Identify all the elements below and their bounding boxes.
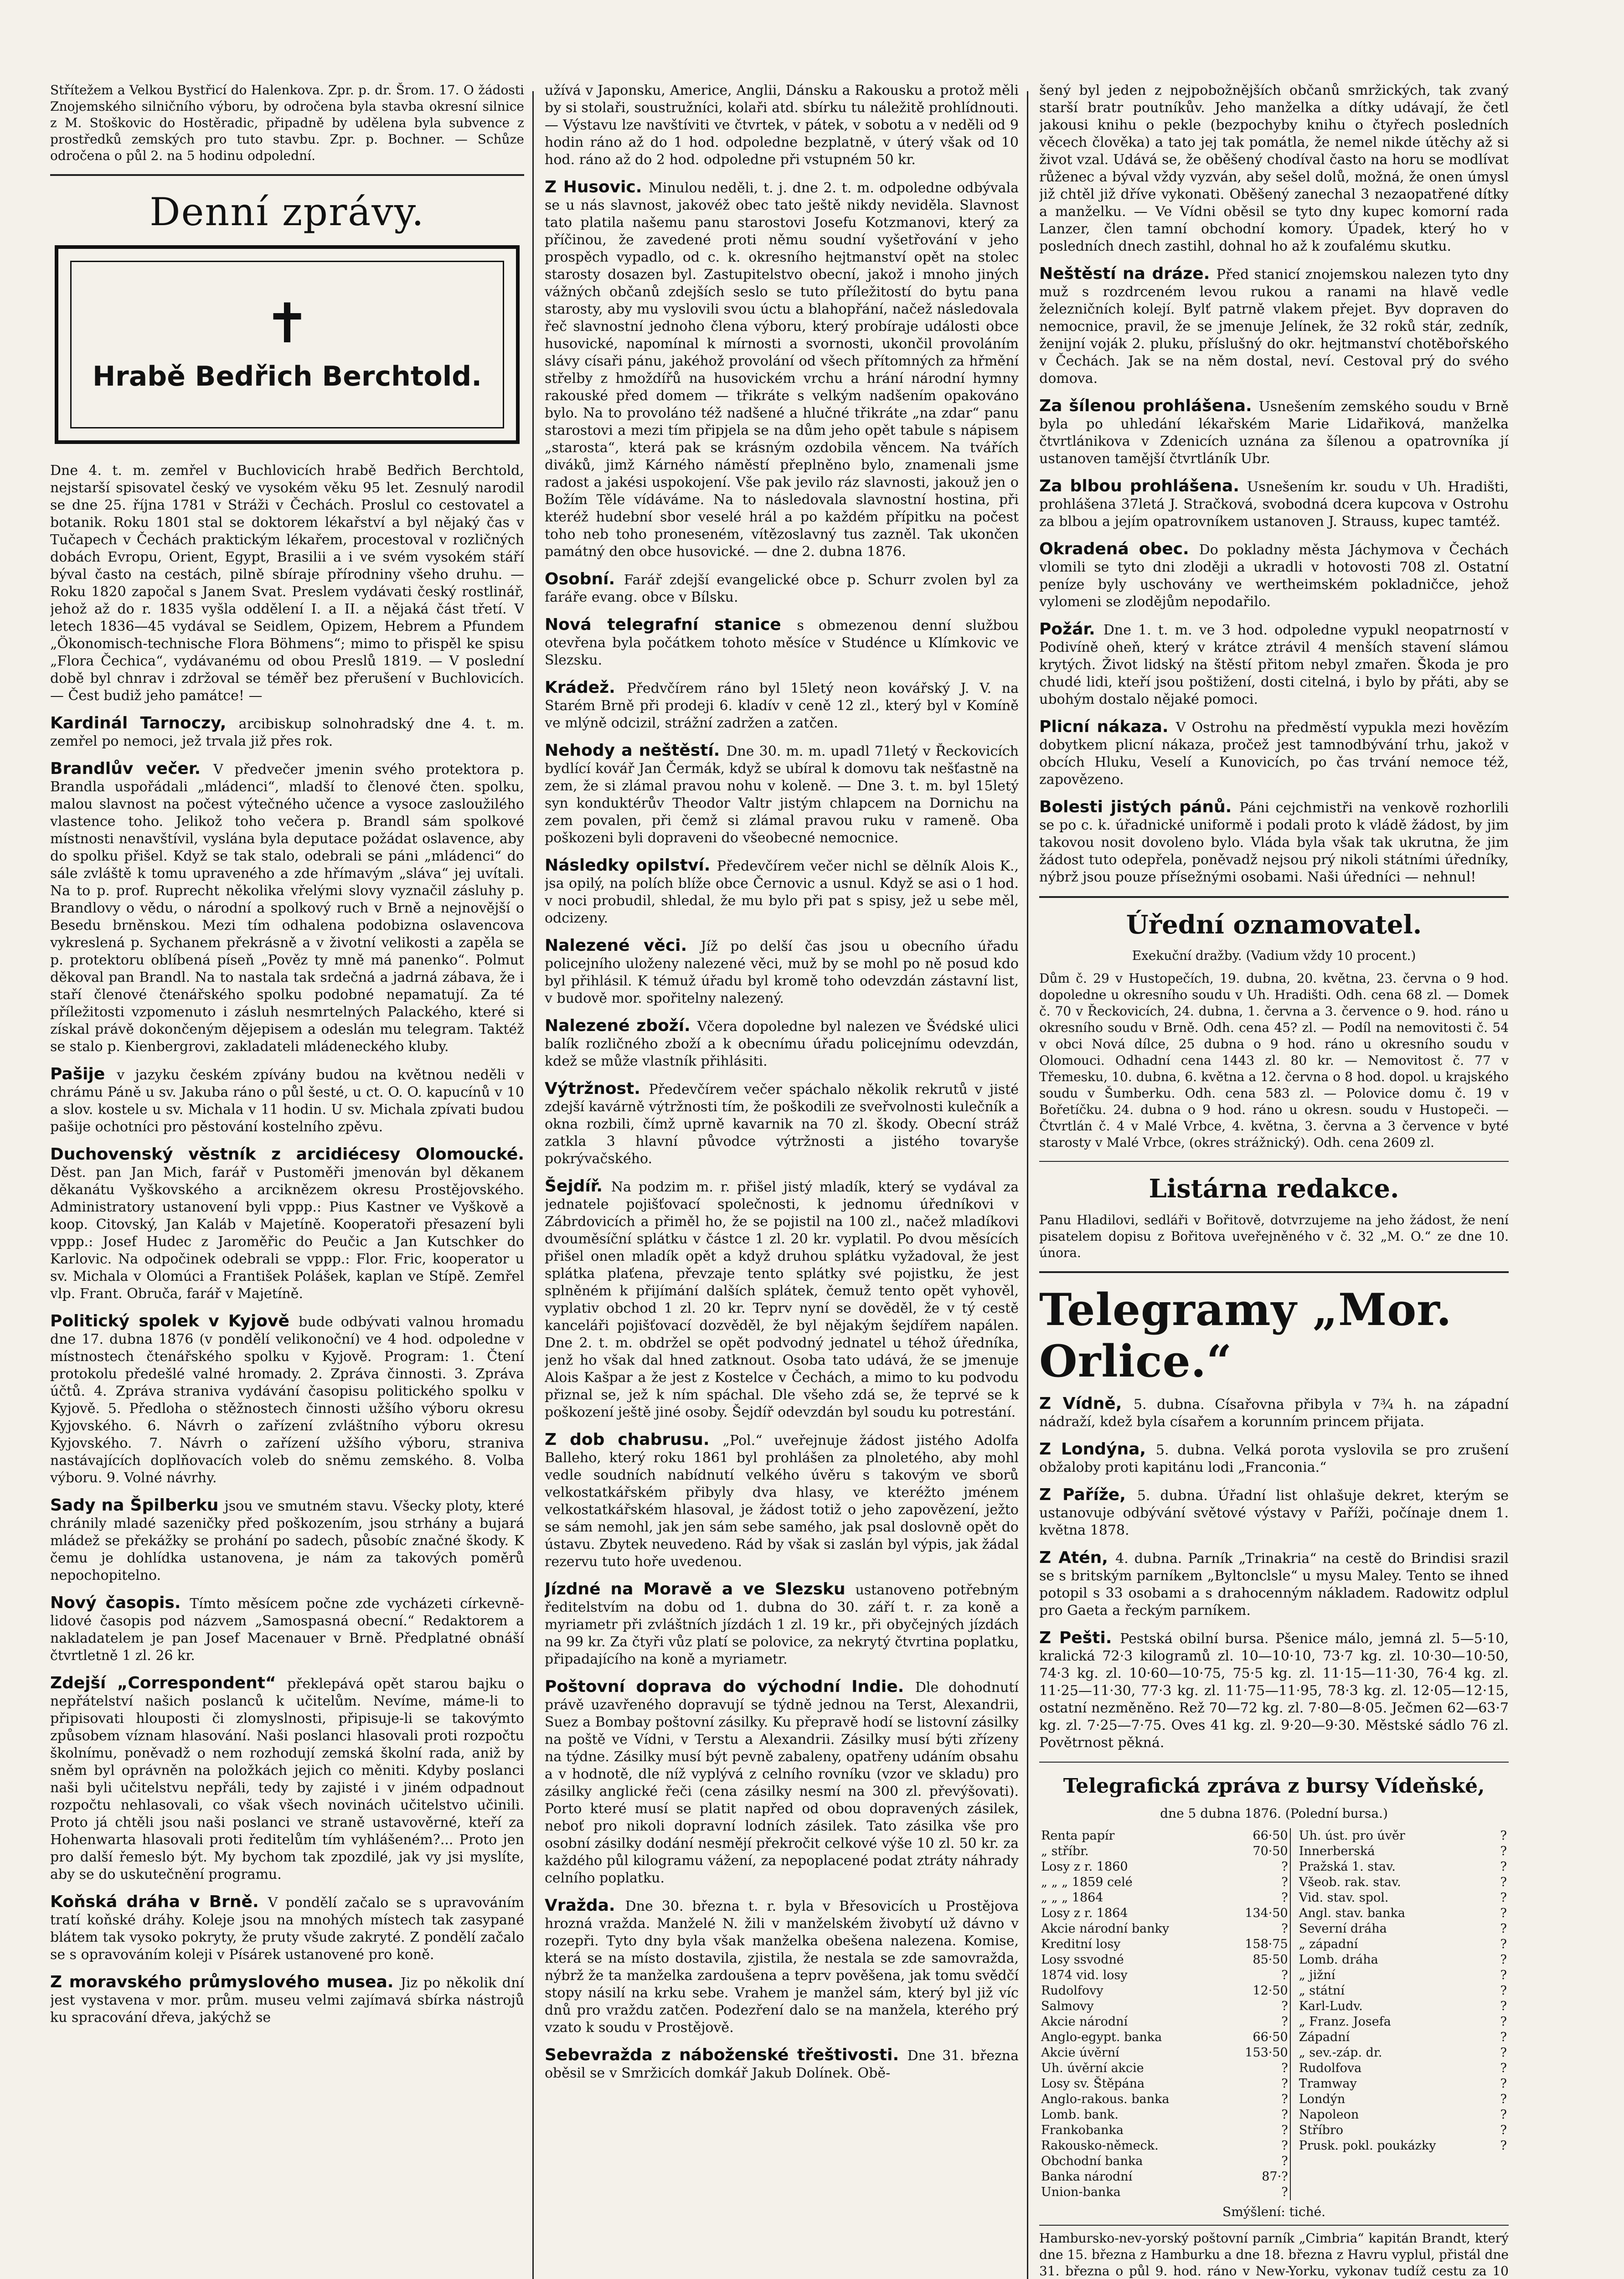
- article-body: Minulou neděli, t. j. dne 2. t. m. odpoledne odbývala se u nás slavnost, jakovéž obec tato ještě nikdy neviděla. Slavnost tato platila našemu panu starostovi Josefu Kotzmanovi, který za příčinou, že zavedené proti němu soudní vyšetřování v jeho prospěch vypadlo, od c. k. okresního hejtmanství opět na stolec starosty dosazen byl. Zastupitelstvo obecní, jakož i mnoho jiných vážných občanů zdejších seslo se tuto příležitostí do bytu pana starosty, aby mu vyslovili svou úctu a blahopřání, načež následovala řeč slavnostní jednoho člena výboru, který probíraje události obce husovické, napomínal k mírnosti a svornosti, ukončil provoláním slávy císaři pánu, jakéhož provolání od všech přítomných za hřmění střelby z hmoždířů na husovickém vrchu a hrání národní hymny rakouské před domem — třikráte s velkým nadšením opakováno bylo. Na to provoláno též nadšené a hlučné třikráte „na zdar“ panu starostovi a mezi tím připjela se na dům jeho opět tabule s nápisem „starosta“, která pak se krásným ozdobila věncem. Na tvářích diváků, jimž Kárného náměstí přeplněno bylo, znamenali jsme radost a jakési uspokojení. Vše pak jevilo ráz slavnosti, jakouž jen o Božím Těle vídáváme. Na to následovala slavnostní hostina, při kteréž hudební sbor veselé hrál a po každém přípitku na počest toho neb toho proneseném, vítězoslavný tus zazněl. Tak ukončen památný den obce husovické. — dne 2. dubna 1876.: [545, 180, 1019, 560]
- col2-article: [545, 1431, 1019, 1571]
- article-headline: Jízdné na Moravě a ve Slezsku: [545, 1580, 856, 1598]
- article-body: Předevčírem večer spáchalo několik rekrutů v jisté zdejší kavárně výtržnosti tím, že poškodili ze sveřvolnosti kulečník a okna rozbili, čímž uprně kavarnik na 70 zl. škody. Obecní stráž zatkla 3 hlavní původce výtržnosti a jistého tovaryše pokrývačského.: [545, 1082, 1019, 1167]
- bursa-name: „ „ „ 1859 celé: [1041, 1875, 1133, 1889]
- column-2: [545, 82, 1019, 2279]
- article-body: Dne 30. března t. r. byla v Břesovicích u Prostějova hrozná vražda. Manželé N. žili v manželském živobytí už dávno v rozepři. Tyto dny byla však manželka obešena nalezena. Komise, která se na místo dostavila, zjistila, že nestala se zde samovražda, nýbrž že ta manželka zardoušena a teprv pověšena, jak tomu svědčí stopy násilí na krku sebe. Vrahem je manžel sám, který byl již víc dnů pro vraždu zatčen. Podezření dalo se na manžela, kterého prý vzato k soudu v Prostějově.: [545, 1898, 1019, 2036]
- bursa-row: [1039, 2185, 1509, 2200]
- col2-article: [545, 937, 1019, 1007]
- bursa-value: ?: [1281, 2015, 1288, 2029]
- col3-article: [1039, 541, 1509, 611]
- article-body: V Ostrohu na předměstí vypukla mezi hovězím dobytkem plicní nákaza, pročež jest tamnodbývání trhu, jakož v obcích Hluku, Veselí a Kunovicích, po čas trvání nemoce též, zapovězeno.: [1039, 720, 1509, 788]
- bursa-name: Severní dráha: [1299, 1922, 1387, 1936]
- article-body: Včera dopoledne byl nalezen ve Švédské ulici balík rozličného zboží a k obecnímu úřadu policejnímu odevzdán, kdež se může vlastník přihlásiti.: [545, 1019, 1019, 1069]
- bursa-value: ?: [1500, 1891, 1507, 1905]
- bursa-value: ?: [1500, 2061, 1507, 2075]
- article-list: [1039, 82, 1509, 886]
- bursa-sep: [1290, 1906, 1297, 1921]
- bursa-name: Západní: [1299, 2030, 1350, 2044]
- article-headline: Pašije: [50, 1065, 117, 1083]
- top-notice: Střítežem a Velkou Bystřicí do Halenkova. Zpr. p. dr. Šrom. 17. O žádosti Znojemského silničního výboru, by odročena byla stavba okresní silnice z M. Stoškovic do Hostěradic, připadně by udělena byla subvence z prostředků zemských pro tuto stavbu. Zpr. p. Bochner. — Schůze odročena o půl 2. na 5 hodinu odpolední.: [50, 82, 524, 163]
- article-body: bude odbývati valnou hromadu dne 17. dubna 1876 (v pondělí velikonoční) ve 4 hod. odpoledne v místnostech čtenářského spolku v Kyjově. Program: 1. Čtení protokolu předešlé valné hromady. 2. Zpráva činnosti. 3. Zpráva účtů. 4. Zpráva straniva vydávání časopisu politického spolku v Kyjově. 5. Předloha o stěžnostech činnosti užšího výboru okresu Kyjovského. 6. Návrh o zařízení zvláštního výboru okresu Kyjovského. 7. Návrh o zařízení užšího výboru, straniva nastávajících doplňovacích voleb do sněmu zemského. 8. Volba výboru. 9. Volné návrhy.: [50, 1314, 524, 1486]
- article-headline: Kardinál Tarnoczy,: [50, 714, 239, 732]
- bursa-value: 87·?: [1262, 2170, 1288, 2184]
- bursa-name: 1874 vid. losy: [1041, 1968, 1128, 1982]
- article-headline: Brandlův večer.: [50, 759, 213, 778]
- bursa-value: ?: [1500, 1906, 1507, 1920]
- col2-article: [545, 1581, 1019, 1668]
- bursa-value: ?: [1281, 2123, 1288, 2137]
- bursa-value: [1494, 2185, 1509, 2200]
- bursa-value: ?: [1500, 1922, 1507, 1936]
- article-body: Tímto měsícem počne zde vycházeti církevně-lidové časopis pod názvem „Samospasná obecní.“ Redaktorem a nakladatelem je pan Josef Macenauer v Brně. Předplatné obnáší čtvrtletně 1 zl. 26 kr.: [50, 1596, 524, 1664]
- article-body: Do pokladny města Jáchymova v Čechách vlomili se tyto dni zloději a ukradli v hotovosti 708 zl. Ostatní peníze byly uschovány ve wertheimském pokladničce, jehož vylomeni se zlodějům nepodařilo.: [1039, 542, 1509, 610]
- bursa-name: Lomb. dráha: [1299, 1953, 1378, 1967]
- bursa-sep: [1290, 2123, 1297, 2138]
- bursa-sep: [1290, 1859, 1297, 1875]
- article-headline: Bolesti jistých pánů.: [1039, 798, 1240, 816]
- bursa-row: [1039, 1952, 1509, 1968]
- bursa-sep: [1290, 2185, 1297, 2200]
- bursa-sep: [1290, 2138, 1297, 2154]
- col2-article: [545, 1678, 1019, 1887]
- bursa-value: ?: [1500, 2139, 1507, 2153]
- bursa-row: [1039, 2169, 1509, 2185]
- bursa-value: ?: [1281, 1860, 1288, 1874]
- bursa-value: ?: [1281, 2139, 1288, 2153]
- article-headline: Z Vídně,: [1039, 1394, 1134, 1413]
- col2-article: [545, 1178, 1019, 1421]
- column-1: [50, 82, 524, 2279]
- bursa-value: ?: [1500, 1829, 1507, 1843]
- bursa-table: [1039, 1828, 1509, 2200]
- bursa-value: [1494, 2169, 1509, 2185]
- article-headline: Z Londýna,: [1039, 1440, 1156, 1459]
- col3-article: [1039, 621, 1509, 708]
- bursa-name: Rudolfovy: [1041, 1984, 1103, 1998]
- bursa-value: ?: [1500, 2108, 1507, 2122]
- bursa-name: Union-banka: [1041, 2185, 1121, 2199]
- bursa-value: ?: [1281, 1875, 1288, 1889]
- bursa-name: Lomb. bank.: [1041, 2108, 1119, 2122]
- article-body: arcibiskup solnohradský dne 4. t. m. zemřel po nemoci, jež trvala již přes rok.: [50, 716, 524, 749]
- article-headline: Okradená obec.: [1039, 540, 1199, 558]
- article-body: Dne 30. m. m. upadl 71letý v Řeckovicích bydlící kovář Jan Čermák, když se ubíral k domovu tak nešťastně na zem, že si zlámal pravou nohu v koleně. — Dne 3. t. m. byl 15letý syn konduktérův Theodor Valtr jistým chlapcem na Dornichu na zem povalen, při čemž si zlámal pravou ruku v rameně. Oba poškozeni byli dopraveni do všeobecné nemocnice.: [545, 743, 1019, 846]
- divider: [1039, 1762, 1509, 1763]
- article-headline: Plicní nákaza.: [1039, 717, 1176, 736]
- article-headline: Nová telegrafní stanice: [545, 615, 797, 634]
- bursa-value: ?: [1500, 2123, 1507, 2137]
- bursa-name: „ jižní: [1299, 1968, 1335, 1982]
- official-subtitle: Exekuční dražby. (Vadium vždy 10 procent.): [1132, 948, 1416, 963]
- bursa-sep: [1290, 1828, 1297, 1844]
- telegram-article: [1039, 1486, 1509, 1539]
- bursa-value: ?: [1500, 1875, 1507, 1889]
- bursa-sep: [1290, 1983, 1297, 1999]
- bursa-value: ?: [1281, 2061, 1288, 2075]
- bursa-name: Salmovy: [1041, 1999, 1094, 2013]
- bursa-sep: [1290, 1937, 1297, 1952]
- article-body: Dne 4. t. m. zemřel v Buchlovicích hrabě Bedřich Berchtold, nejstarší spisovatel český ve vysokém věku 95 let. Zesnulý narodil se dne 25. října 1781 v Stráži v Čechách. Proslul co cestovatel a botanik. Roku 1801 stal se doktorem lékařství a byl nějaký čas v Tučapech v Čechách praktickým lékařem, procestoval v rozličných dobách Evropu, Orient, Egypt, Brasilii a i ve svém vysokém stáří býval často na cestách, pilně sbíraje přírodniny všeho druhu. — Roku 1820 započal s Janem Svat. Preslem vydávati český rostlinář, jehož až do r. 1835 vyšla oddělení I. a II. a nějaká část třetí. V letech 1836—45 vydával se Seidlem, Opizem, Hebrem a Pfundem „Ökonomisch-technische Flora Böhmens“; mimo to přispěl ke spisu „Flora Čechica“, vydávanému od obou Preslů 1819. — V poslední době byl chnrav i zdržoval se téměř bez přerušení v Buchlovicích. — Čest budiž jeho památce! —: [50, 463, 524, 704]
- telegram-article: [1039, 1441, 1509, 1476]
- bursa-name: Stříbro: [1299, 2123, 1344, 2137]
- divider: [1039, 2225, 1509, 2226]
- col1-article: [50, 1675, 524, 1883]
- col1-article: [50, 462, 524, 705]
- article-body: 5. dubna. Úřadní list ohlašuje dekret, kterým se ustanovuje odbývání světové výstavy v Paříži, počínaje dnem 1. května 1878.: [1039, 1488, 1509, 1538]
- article-body: Předvčírem ráno byl 15letý neon kovářský J. V. na Starém Brně při prodeji 6. kladív v ceně 12 zl., který byl v Komíně ve mlýně odcizil, strážní zadržen a zatčen.: [545, 681, 1019, 731]
- bursa-name: „ státní: [1299, 1984, 1345, 1998]
- article-headline: Duchovenský věstník z arcidiécesy Olomoucké.: [50, 1145, 524, 1164]
- bursa-name: Anglo-rakous. banka: [1041, 2092, 1170, 2106]
- bursa-sep: [1290, 2169, 1297, 2185]
- bursa-name: Rudolfova: [1299, 2061, 1362, 2075]
- article-body: užívá v Japonsku, Americe, Anglii, Dánsku a Rakousku a protož měli by si stolaři, soustružníci, kolaři atd. sbírku tu náležitě prohlídnouti. — Výstavu lze navštíviti ve čtvrtek, v pátek, v sobotu a v neděli od 9 hodin ráno až do 1 hod. odpoledne bezplatně, v úterý však od 10 hod. ráno až do 2 hod. odpoledne při vstupném 50 kr.: [545, 82, 1019, 168]
- article-body: V předvečer jmenin svého protektora p. Brandla uspořádali „mládenci“, mladší to členové čten. spolku, malou slavnost na počest výtečného učence a vysoce zasloužilého vlastence toho. Jelikož toho večera p. Brandl sám spolkové místnosti nenavštívil, vyslána byla deputace požádat oslavence, aby do spolku přišel. Když se tak stalo, odebrali se páni „mládenci“ do sále zvláště k tomu upraveného a zde hřímavým „sláva“ jej uvítali. Na to p. prof. Ruprecht několika vřelými slovy vyznačil zásluhy p. Brandlovy o vědu, o národní a spolkový ruch v Brně a nejnovější o Besedu brněnskou. Mezi tím odhalena podobizna oslavencova vykreslená p. Sychanem překrásně a v životní velikosti a zapěla se p. protektoru oblíbená píseň „Pověz ty mně má panenko“. Polmut děkoval pan Brandl. Na to nastala tak srdečná a jadrná zábava, že i staří členové čtenářského spolku podobné nepamatují. Za té příležitosti vzpomenuto i zásluh nesmrtelných Palackého, které si získal právě dokončeným dějepisem a odeslán mu telegram. Taktéž se stalo p. Kienbergrovi, zakladateli mládeneckého kluby.: [50, 762, 524, 1055]
- bursa-row: [1039, 2138, 1509, 2154]
- col3-article: [1039, 478, 1509, 531]
- bursa-name: Losy sv. Štěpána: [1041, 2077, 1145, 2091]
- official-text: Dům č. 29 v Hustopečích, 19. dubna, 20. května, 23. června o 9 hod. dopoledne u okresního soudu v Uh. Hradišti. Odh. cena 68 zl. — Domek č. 70 v Řeckovicích, 24. dubna, 1. června a 3. července o 9. hod. ráno u okresního soudu v Brně. Odh. cena 45? zl. — Podíl na nemovitosti č. 54 v obci Nová dílce, 25 dubna o 9 hod. ráno u okresního soudu v Olomouci. Odhadní cena 1443 zl. 80 kr. — Nemovitost č. 77 v Třemesku, 10. dubna, 6. května a 12. června o 8 hod. dopol. u krajského soudu v Šumberku. Odh. cena 583 zl. — Polovice domu č. 19 v Bořetíčku. 24. dubna o 9 hod. ráno u okresn. soudu v Hustopeči. — Čtvrtlán č. 4 v Malé Vrbce, 4. května, 3. června a 3 července v byté starosty v Malé Vrbce, (okres strážnický). Odh. cena 2609 zl.: [1039, 971, 1509, 1150]
- article-body: 4. dubna. Parník „Trinakria“ na cestě do Brindisi srazil se s britským parníkem „Byltonclsle“ u mysu Maley. Tento se ihned potopil s 33 osobami a s drahocenným nákladem. Radowitz odplul pro Gaeta a řeckým parníkem.: [1039, 1551, 1509, 1619]
- telegrams-title: Telegramy „Mor. Orlice.“: [1039, 1284, 1452, 1387]
- article-headline: Za blbou prohlášena.: [1039, 477, 1248, 495]
- bursa-value: ?: [1500, 2092, 1507, 2106]
- official-title: Úřední oznamovatel.: [1126, 910, 1422, 940]
- bursa-row: [1039, 2154, 1509, 2169]
- article-body: Na podzim m. r. přišel jistý mladík, který se vydával za jednatele pojišťovací společnosti, k jednomu úředníkovi v Zábrdovicích a přiměl ho, že se pojistil na 100 zl., načež mladíkovi dvouměsíční splátku v částce 1 zl. 20 kr. vyplatil. Po dvou měsících přišel onen mladík opět a když druhou splátku vyžadoval, že jest splátka plaťena, převzaje tento splátky své pojistku, že jest splněném k přijímání dalších splátek, čemuž tento opět vyhověl, vyplativ obchod 1 zl. 20 kr. Teprv nyní se dověděl, že v tý cestě kanceláři pojišťovací dozvěděl, že byl nějakým šejdířem napálen. Dne 2. t. m. obdržel se opět podvodný jednatel u téhož úředníka, jenž ho však dal hned zatknout. Osoba tato udává, že se jmenuje Alois Kašpar a že jest z Kostelce v Čechách, a mimo to ku podvodu přiznal se, jež k ním spáchal. Dle všeho zdá se, že teprvé se k poškození ještě jiné osoby. Šejdíř odevzdán byl soudu ku potrestání.: [545, 1179, 1019, 1420]
- article-body: Usnešením kr. soudu v Uh. Hradišti, prohlášena 37letá J. Stračková, svobodná dcera kupcova v Ostrohu za blbou a jejím opatrovníkem ustanoven J. Strauss, kupec tamtéž.: [1039, 479, 1509, 530]
- article-headline: Nehody a neštěstí.: [545, 741, 727, 760]
- bursa-name: Kreditní losy: [1041, 1937, 1121, 1951]
- bursa-sep: [1290, 2030, 1297, 2045]
- col1-article: [50, 1594, 524, 1665]
- col2-article: [545, 1080, 1019, 1168]
- bursa-name: Pražská 1. stav.: [1299, 1860, 1396, 1874]
- bursa-value: ?: [1500, 1844, 1507, 1858]
- col1-article: [50, 1313, 524, 1487]
- telegram-article: [1039, 1629, 1509, 1752]
- section-title: Denní zprávy.: [150, 190, 425, 234]
- bursa-value: ?: [1281, 1999, 1288, 2013]
- article-body: Před stanicí znojemskou nalezen tyto dny muž s rozdrceném levou rukou a ranami na hlavě vedle železničních kolejí. Bylť patrně vlakem přejet. Byv dopraven do nemocnice, pravil, že se jmenuje Jelínek, že 32 roků stár, zedník, ženijní voják 2. pluku, příslušný do okr. hejtmanství chotěbořského v Čechách. Jak se na něm dostal, neví. Cestoval prý do svého domova.: [1039, 267, 1509, 387]
- bursa-value: 12·50: [1253, 1984, 1288, 1998]
- article-list: [545, 82, 1019, 2082]
- col3-article: [1039, 265, 1509, 387]
- bursa-value: ?: [1281, 1968, 1288, 1982]
- article-body: Jiz po několik dní jest vystavena v mor. prům. museu velmi zajímavá sbírka nástrojů ku spracování dřeva, jakýchž se: [50, 1975, 524, 2026]
- bursa-name: „ západní: [1299, 1937, 1358, 1951]
- col2-article: [545, 679, 1019, 732]
- bursa-name: „ sev.-záp. dr.: [1299, 2046, 1382, 2060]
- bursa-value: ?: [1500, 1968, 1507, 1982]
- article-headline: Za šílenou prohlášena.: [1039, 397, 1259, 415]
- bursa-row: [1039, 1921, 1509, 1937]
- bursa-name: „ stříbr.: [1041, 1844, 1089, 1858]
- bursa-name: Prusk. pokl. poukázky: [1299, 2139, 1436, 2153]
- article-headline: Politický spolek v Kyjově: [50, 1312, 299, 1330]
- col2-article: [545, 2047, 1019, 2082]
- bursa-name: Karl-Ludv.: [1299, 1999, 1363, 2013]
- divider: [1039, 1161, 1509, 1162]
- bursa-name: [1297, 2154, 1495, 2169]
- article-headline: Z Pešti.: [1039, 1629, 1120, 1647]
- bursa-sep: [1290, 1875, 1297, 1890]
- bursa-sep: [1290, 1890, 1297, 1906]
- article-body: překlepává opět starou bajku o nepřátelství našich poslanců k učitelům. Nevíme, máme-li to připisovati hlouposti či zlomyslnosti, připisuje-li se takovýmto způsobem víznam hlasování. Naši poslanci hlasovali proti rozpočtu školnímu, poněvadž o nem rozhodují zemská školní rada, aniž by sněm byl oprávněn na položkách jejich co měniti. Kdyby poslanci naši byli učitelstvu nepřáli, tedy by zajisté i v jiném odpadnout rozpočtu nehlasovali, co však všech novinách učitelstvo učinili. Proto já chtěli jsou naši poslanci ve straně ustavověrné, kteří za Hohenwarta hlasovali proti ředitelům tím vyhlášeném?... Proto jen pro další řemeslo být. My bychom tak zpozdilé, jak vy jsi myslíte, aby se do uskutečnění programu.: [50, 1676, 524, 1882]
- bursa-row: [1039, 2061, 1509, 2076]
- article-headline: Nalezené věci.: [545, 936, 701, 955]
- bursa-sep: [1290, 2107, 1297, 2123]
- col1-article: [50, 1146, 524, 1303]
- article-body: jsou ve smutném stavu. Všecky ploty, které chránily mladé sazeničky před poškozením, jsou strhány a bujará mládež se překážky se prohání po sadech, působíc značné škody. K čemu je dohlídka ustanovena, je nám za takových poměrů nepochopitelno.: [50, 1498, 524, 1583]
- article-headline: Sebevražda z náboženské třeštivosti.: [545, 2046, 907, 2064]
- article-headline: Osobní.: [545, 570, 624, 588]
- bursa-name: [1297, 2169, 1495, 2185]
- article-body: 5. dubna. Císařovna přibyla v 7¾ h. na západní nádraží, kdež byla císařem a korunním princem přijata.: [1039, 1397, 1509, 1430]
- bursa-row: [1039, 2092, 1509, 2107]
- bursa-name: Angl. stav. banka: [1299, 1906, 1405, 1920]
- bursa-name: Uh. úvěrní akcie: [1041, 2061, 1144, 2075]
- bursa-value: 85·50: [1253, 1953, 1288, 1967]
- bursa-value: ?: [1281, 2108, 1288, 2122]
- col1-article: [50, 715, 524, 750]
- article-body: 5. dubna. Velká porota vyslovila se pro zrušení obžaloby proti kapitánu lodi „Franconia.“: [1039, 1442, 1509, 1475]
- cross-icon: ✝: [264, 292, 310, 356]
- bursa-sep: [1290, 2014, 1297, 2030]
- article-body: Předevčírem večer nichl se dělník Alois K., jsa opilý, na polích blíže obce Černovic a usnul. Když se asi o 1 hod. v noci probudil, shledal, že mu bylo při pat s spisy, jež u sebe měl, odcizeny.: [545, 858, 1019, 926]
- bursa-name: Tramway: [1299, 2077, 1357, 2091]
- bursa-name: Rakousko-německ.: [1041, 2139, 1159, 2153]
- bursa-value: ?: [1281, 2154, 1288, 2168]
- bursa-sep: [1290, 1844, 1297, 1859]
- article-body: Pestská obilní bursa. Pšenice málo, jemná zl. 5—5·10, kralická 72·3 kilogramů zl. 10—10·10, 73·7 kg. zl. 10·30—10·50, 74·3 kg. zl. 10·60—10·75, 75·5 kg. zl. 11·15—11·30, 76·4 kg. zl. 11·25—11·30, 77·3 kg. zl. 11·75—11·95, 78·3 kg. zl. 12·05—12·15, ostatní nezměněno. Rež 70—72 kg. zl. 7·80—8·05. Ječmen 62—63·7 kg. zl. 7·25—7·75. Oves 41 kg. zl. 9·20—9·30. Městské sádlo 76 zl. Povětrnost pěkná.: [1039, 1631, 1509, 1751]
- article-body: V pondělí začalo se s upravováním tratí koňské dráhy. Koleje jsou na mnohých místech tak zasypané blátem tak vysoko pokryty, že pruty všude zakryté. Z pondělí začalo se s opravováním koleji v Písárek ustanovené pro koně.: [50, 1895, 524, 1963]
- article-body: Dle dohodnutí právě uzavřeného dopravují se týdně jednou na Terst, Alexandrii, Suez a Bombay poštovní zásilky. Ku přepravě hodí se listovní zásilky na poště ve Vídni, v Terstu a Alexandrii. Zásilky musí býti zřízeny na týdne. Zásilky musí být pevně zabaleny, opatřeny udáním obsahu a v hodnotě, dle níž vyplývá z celního rovníku (vzor ve skladu) pro zásilky anglické řeči (cena zásilky nesmí na 300 zl. převýšovati). Porto které musí se platit napřed od obou dopravených zásilek, neboť pro nikoli dopravní lodních zásilek. Tato zásilka vše pro osobní zásilky dodání nesmějí překročit celkové výše 10 zl. 50 kr. za každého půl kilogramu vážení, za nepoplacené podat ztráty náhrady celního poplatku.: [545, 1680, 1019, 1886]
- bursa-row: [1039, 2107, 1509, 2123]
- article-body: Páni cejchmistři na venkově rozhorlili se po c. k. úřadnické uniformě i podali proto k vládě žádost, by jim takovou nosit dovoleno bylo. Vláda byla však tak ukrutna, že jim žádost tuto odepřela, poněvadž nejsou prý nikoli státními úředníky, nýbrž jsou pouze přísežnými osobami. Naši úředníci — nehnul!: [1039, 800, 1509, 885]
- bursa-sep: [1290, 1999, 1297, 2014]
- bursa-value: 134·50: [1245, 1906, 1288, 1920]
- article-headline: Neštěstí na dráze.: [1039, 264, 1217, 283]
- bursa-name: Londýn: [1299, 2092, 1346, 2106]
- col2-article: [545, 82, 1019, 169]
- article-headline: Výtržnost.: [545, 1079, 649, 1098]
- article-headline: Z Husovic.: [545, 178, 649, 196]
- col3-article: [1039, 82, 1509, 255]
- col2-article: [545, 179, 1019, 561]
- bursa-value: 153·50: [1245, 2046, 1288, 2060]
- bursa-value: ?: [1281, 2092, 1288, 2106]
- bursa-sep: [1290, 2061, 1297, 2076]
- bursa-name: Innerberská: [1299, 1844, 1375, 1858]
- bursa-sep: [1290, 1968, 1297, 1983]
- article-body: Dne 31. března oběsil se v Smržicích domkář Jakub Dolínek. Obě-: [545, 2048, 1019, 2081]
- bursa-value: ?: [1500, 2030, 1507, 2044]
- bursa-value: 70·50: [1253, 1844, 1288, 1858]
- bursa-row: [1039, 1999, 1509, 2014]
- article-body: Dne 1. t. m. ve 3 hod. odpoledne vypukl neopatrností v Podivíně oheň, který v krátce ztrávil 4 menších stavení slámou krytých. Život lidský na štěstí přitom nebyl zmařen. Škoda je pro chudé lidi, kteří jsou poštižení, dosti citelná, i bylo by přáti, aby se ubohým dostalo nějaké pomoci.: [1039, 622, 1509, 707]
- col2-article: [545, 1897, 1019, 2037]
- article-headline: Krádež.: [545, 678, 627, 697]
- divider: [1039, 1271, 1509, 1273]
- article-headline: Nalezené zboží.: [545, 1016, 697, 1035]
- bursa-value: ?: [1500, 1984, 1507, 1998]
- article-body: „Pol.“ uveřejnuje žádost jistého Adolfa Balleho, který roku 1861 byl prohlášen za plnoletého, aby mohl vedle soudních nabídnutí velkého úvěru s takovým ve sborů velkostatkářském přibyly dva hlasy, ve kteréžto jménem velkostatkářském hlasoval, je žádost totiž o jeho zapovězení, ježto se sám nemohl, jak jen sám sebe samého, jak psal doslovně opět do ústavu. Zbytek neuvedeno. Rád by však si zaslán byl výpis, jak žádal rezervu tuto hoře uvedenou.: [545, 1433, 1019, 1570]
- article-body: Usnešením zemského soudu v Brně byla po uhledání lékařském Marie Lidařiková, manželka čtvrtlánikova v Zdenicích uznána za šílenou a opatrovníka jí ustanoven tamější čtvrtláník Ubr.: [1039, 399, 1509, 467]
- bursa-value: ?: [1500, 1953, 1507, 1967]
- bursa-name: Renta papír: [1041, 1829, 1115, 1843]
- col2-article: [545, 571, 1019, 606]
- bursa-value: ?: [1500, 1860, 1507, 1874]
- col3-article: [1039, 718, 1509, 789]
- col1-article: [50, 760, 524, 1056]
- article-headline: Sady na Špilberku: [50, 1496, 225, 1515]
- article-body: v jazyku českém zpívány budou na květnou neděli v chrámu Páně u sv. Jakuba ráno o půl šesté, u ct. O. O. kapucínů v 10 a slov. kostele u sv. Michala v 11 hodin. U sv. Michala zpívati budou pašije ochotníci pro pěstování kostelního zpěvu.: [50, 1067, 524, 1135]
- bursa-value: ?: [1281, 2185, 1288, 2199]
- bursa-value: ?: [1500, 2046, 1507, 2060]
- obituary-box: [55, 245, 520, 444]
- bursa-name: Akcie národní banky: [1041, 1922, 1170, 1936]
- article-headline: Následky opilství.: [545, 856, 717, 875]
- telegram-article: [1039, 1395, 1509, 1431]
- col1-article: [50, 1974, 524, 2026]
- bursa-sep: [1290, 1952, 1297, 1968]
- article-headline: Nový časopis.: [50, 1593, 190, 1612]
- article-headline: Požár.: [1039, 620, 1103, 639]
- bursa-sep: [1290, 2092, 1297, 2107]
- article-headline: Z moravského průmyslového musea.: [50, 1973, 401, 1991]
- bursa-value: 158·75: [1245, 1937, 1288, 1951]
- col3-article: [1039, 397, 1509, 468]
- bursa-row: [1039, 1875, 1509, 1890]
- article-body: ustanoveno potřebným ředitelstvím na dobu od 1. dubna do 30. září t. r. za koně a myriametr při zvláštních jízdách 1 zl. 19 kr., při obyčejných jízdách na 99 kr. Za čtyři vůz platí se polovice, za nekrytý čtvrtina poplatku, připadajícího na koně a myriametr.: [545, 1582, 1019, 1667]
- bursa-name: Losy ssvodné: [1041, 1953, 1124, 1967]
- bursa-value: ?: [1500, 2015, 1507, 2029]
- bursa-value: ?: [1500, 1937, 1507, 1951]
- bursa-value: ?: [1281, 1891, 1288, 1905]
- telegram-list: [1039, 1395, 1509, 1752]
- bursa-footer: Smýšlení: tiché.: [1222, 2204, 1326, 2219]
- bursa-name: Frankobanka: [1041, 2123, 1124, 2137]
- article-headline: Koňská dráha v Brně.: [50, 1892, 268, 1911]
- bursa-value: ?: [1500, 2077, 1507, 2091]
- divider: [50, 174, 524, 176]
- bursa-name: Akcie národní: [1041, 2015, 1128, 2029]
- bursa-value: 66·50: [1253, 2030, 1288, 2044]
- bursa-value: ?: [1281, 2077, 1288, 2091]
- column-rule: [1027, 91, 1028, 2279]
- col2-article: [545, 742, 1019, 847]
- article-headline: Z Atén,: [1039, 1548, 1116, 1567]
- bursa-row: [1039, 1937, 1509, 1952]
- bursa-name: Napoleon: [1299, 2108, 1359, 2122]
- article-body: s obmezenou denní službou otevřena byla počátkem tohoto měsíce v Studénce u Klímkovic ve Slezsku.: [545, 618, 1019, 668]
- bursa-name: Anglo-egypt. banka: [1041, 2030, 1162, 2044]
- article-headline: Z dob chabrusu.: [545, 1430, 723, 1449]
- bursa-row: [1039, 1859, 1509, 1875]
- bursa-name: Všeob. rak. stav.: [1299, 1875, 1401, 1889]
- bursa-row: [1039, 1983, 1509, 1999]
- divider: [1039, 896, 1509, 898]
- bursa-row: [1039, 1906, 1509, 1921]
- article-headline: Šejdíř.: [545, 1177, 611, 1196]
- bursa-name: Losy z r. 1860: [1041, 1860, 1128, 1874]
- parnik-notice: Hambursko-nev-yorský poštovní parník „Cimbria“ kapitán Brandt, který dne 15. března z Hamburku a dne 18. března z Havru vyplul, přistál dne 31. března o půl 9. hod. ráno v New-Yorku, vykonav tudíž cestu za 10: [1039, 2231, 1509, 2279]
- bursa-row: [1039, 1828, 1509, 1844]
- col2-article: [545, 616, 1019, 669]
- article-headline: Vražda.: [545, 1896, 625, 1915]
- bursa-sep: [1290, 2045, 1297, 2061]
- bursa-name: [1297, 2185, 1495, 2200]
- telegram-article: [1039, 1549, 1509, 1619]
- bursa-value: 66·50: [1253, 1829, 1288, 1843]
- bursa-name: Banka národní: [1041, 2170, 1133, 2184]
- bursa-row: [1039, 2030, 1509, 2045]
- bursa-subtitle: dne 5 dubna 1876. (Polední bursa.): [1160, 1806, 1388, 1821]
- col2-article: [545, 857, 1019, 927]
- bursa-name: „ Franz. Josefa: [1299, 2015, 1391, 2029]
- col2-article: [545, 1017, 1019, 1070]
- article-body: šený byl jeden z nejpobožnějších občanů smržických, tak zvaný starší bratr poutníkův. Jeho manželka a dítky udávají, že četl jakousi knihu o pekle (bezpochyby knihu o čtyřech posledních věcech člověka) a tato jej tak pomátla, že nemel nikde útěchy až si život vzal. Udává se, že oběšený chodíval často na horu se modlívat růženec a býval vždy vyzván, aby sešel dolů, možná, že onen úmysl již chtěl již dříve vykonati. Oběšený zanechal 3 nezaopatřené dítky a manželku. — Ve Vídni oběsil se tyto dny kupec komorní rada Lanzer, člen tamní obchodní komory. Úpadek, který ho v posledních dnech zastihl, dohnal ho až k zoufalému skutku.: [1039, 82, 1509, 254]
- bursa-row: [1039, 1968, 1509, 1983]
- redakce-text: Panu Hladilovi, sedláři v Bořitově, dotvrzujeme na jeho žádost, že není pisatelem dopisu z Bořitova uveřejněného v č. 32 „M. O.“ ze dne 10. února.: [1039, 1212, 1509, 1260]
- column-rule: [532, 91, 534, 2279]
- article-body: Děst. pan Jan Mich, farář v Pustoměři jmenován byl děkanem děkanátu Vyškovského a arciknězem okresu Prostějovského. Administratory ustanovení byli vppp.: Pius Kastner ve Vyškově a koop. Citovský, Jan Kaláb v Majetíně. Kooperatoři přesazení byli vppp.: Josef Hudec z Jaroměřic do Peučic a Jan Kutschker do Karlovic. Na odpočinek odebrali se vppp.: Flor. Fric, kooperator u sv. Michala v Olomúci a František Polášek, kaplan ve Stípě. Zemřel vlp. Frant. Obruča, farář v Majetíně.: [50, 1165, 524, 1302]
- col1-article: [50, 1497, 524, 1584]
- bursa-sep: [1290, 2076, 1297, 2092]
- col3-article: [1039, 799, 1509, 886]
- bursa-sep: [1290, 1921, 1297, 1937]
- article-body: Jíž po delší čas jsou u obecního úřadu policejního uloženy nalezené věci, muž by se mohl po ně posud kdo byl přihlásil. K témuž úřadu byl kromě toho odevzdán zástavní list, v budově mor. spořitelny nalezený.: [545, 938, 1019, 1006]
- bursa-name: Vid. stav. spol.: [1299, 1891, 1389, 1905]
- article-headline: Poštovní doprava do východní Indie.: [545, 1677, 915, 1696]
- bursa-row: [1039, 2014, 1509, 2030]
- bursa-name: Losy z r. 1864: [1041, 1906, 1128, 1920]
- bursa-title: Telegrafická zpráva z bursy Vídeňské,: [1063, 1774, 1485, 1798]
- bursa-row: [1039, 2123, 1509, 2138]
- col1-article: [50, 1893, 524, 1964]
- bursa-value: ?: [1281, 1922, 1288, 1936]
- bursa-sep: [1290, 2154, 1297, 2169]
- article-headline: Zdejší „Correspondent“: [50, 1674, 287, 1692]
- bursa-row: [1039, 1890, 1509, 1906]
- bursa-row: [1039, 2076, 1509, 2092]
- redakce-title: Listárna redakce.: [1149, 1174, 1399, 1204]
- bursa-name: Akcie úvěrní: [1041, 2046, 1119, 2060]
- bursa-name: Obchodní banka: [1041, 2154, 1143, 2168]
- bursa-row: [1039, 1844, 1509, 1859]
- column-3: [1039, 82, 1509, 2279]
- col1-article: [50, 1066, 524, 1136]
- bursa-row: [1039, 2045, 1509, 2061]
- obituary-name: Hrabě Bedřich Berchtold.: [92, 361, 482, 392]
- bursa-name: Uh. úst. pro úvěr: [1299, 1829, 1405, 1843]
- article-body: Farář zdejší evangelické obce p. Schurr zvolen byl za faráře evang. obce v Bílsku.: [545, 572, 1019, 605]
- bursa-value: [1494, 2154, 1509, 2169]
- article-headline: Z Paříže,: [1039, 1485, 1137, 1504]
- bursa-value: ?: [1500, 1999, 1507, 2013]
- article-list: [50, 462, 524, 2026]
- bursa-name: „ „ „ 1864: [1041, 1891, 1103, 1905]
